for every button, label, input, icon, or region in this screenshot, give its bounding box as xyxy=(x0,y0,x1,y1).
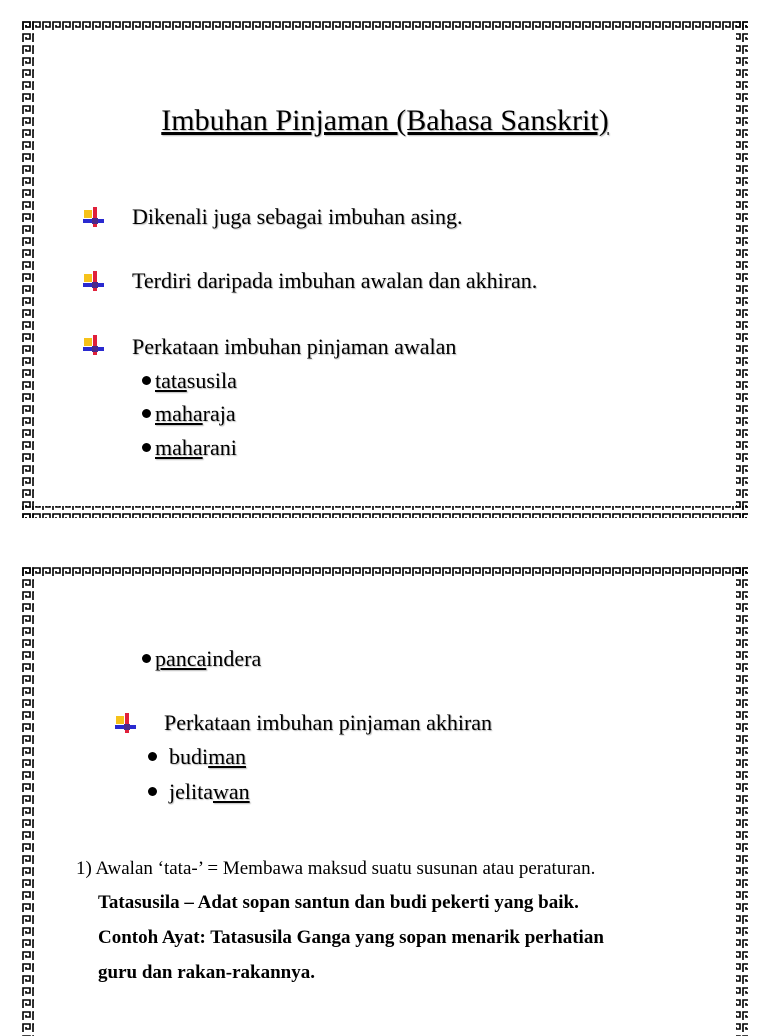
note-text: Awalan ‘tata-’ = Membawa maksud suatu susunan atau peraturan. xyxy=(95,858,596,879)
note-line xyxy=(76,858,595,880)
plus-bullet-icon xyxy=(82,206,104,228)
bullet-dot xyxy=(148,752,157,761)
note-example-sentence-cont: guru dan rakan-rakannya. xyxy=(98,962,315,983)
bullet-text-1: Dikenali juga sebagai imbuhan asing. xyxy=(132,204,463,229)
bullet-dot xyxy=(142,654,151,663)
word-prefix: panca xyxy=(155,646,207,671)
word-rest: indera xyxy=(206,646,262,671)
example-word xyxy=(142,401,236,427)
word-prefix: maha xyxy=(155,401,203,426)
bullet-text-2: Terdiri daripada imbuhan awalan dan akhiran. xyxy=(132,268,538,293)
word-rest: rani xyxy=(202,435,237,460)
note-number: 1) xyxy=(76,858,92,879)
plus-bullet-icon xyxy=(82,334,104,356)
bullet-dot xyxy=(142,409,151,418)
suffix-example-word xyxy=(148,779,250,805)
plus-bullet-icon xyxy=(82,270,104,292)
slide-title: Imbuhan Pinjaman (Bahasa Sanskrit) xyxy=(161,104,609,137)
example-word xyxy=(142,435,237,461)
slide-1 xyxy=(22,20,748,518)
word-stem: budi xyxy=(169,744,209,769)
bullet-dot xyxy=(142,376,151,385)
note-definition: Tatasusila – Adat sopan santun dan budi pekerti yang baik. xyxy=(98,892,579,913)
suffix-example-word xyxy=(148,744,246,770)
word-suffix: man xyxy=(208,744,247,769)
bullet-text-3: Perkataan imbuhan pinjaman awalan xyxy=(132,334,457,359)
word-rest: raja xyxy=(202,401,236,426)
word-prefix: maha xyxy=(155,435,203,460)
word-rest: susila xyxy=(186,368,237,393)
word-stem: jelita xyxy=(169,779,213,804)
bullet-dot xyxy=(148,787,157,796)
slide-2 xyxy=(22,566,748,1036)
bullet-text: Perkataan imbuhan pinjaman akhiran xyxy=(164,710,493,735)
plus-bullet-icon xyxy=(114,712,136,734)
word-suffix: wan xyxy=(212,779,250,804)
example-word xyxy=(142,646,261,672)
example-word xyxy=(142,368,237,394)
note-example-sentence: Contoh Ayat: Tatasusila Ganga yang sopan menarik perhatian xyxy=(98,927,604,948)
bullet-dot xyxy=(142,443,151,452)
word-prefix: tata xyxy=(155,368,187,393)
